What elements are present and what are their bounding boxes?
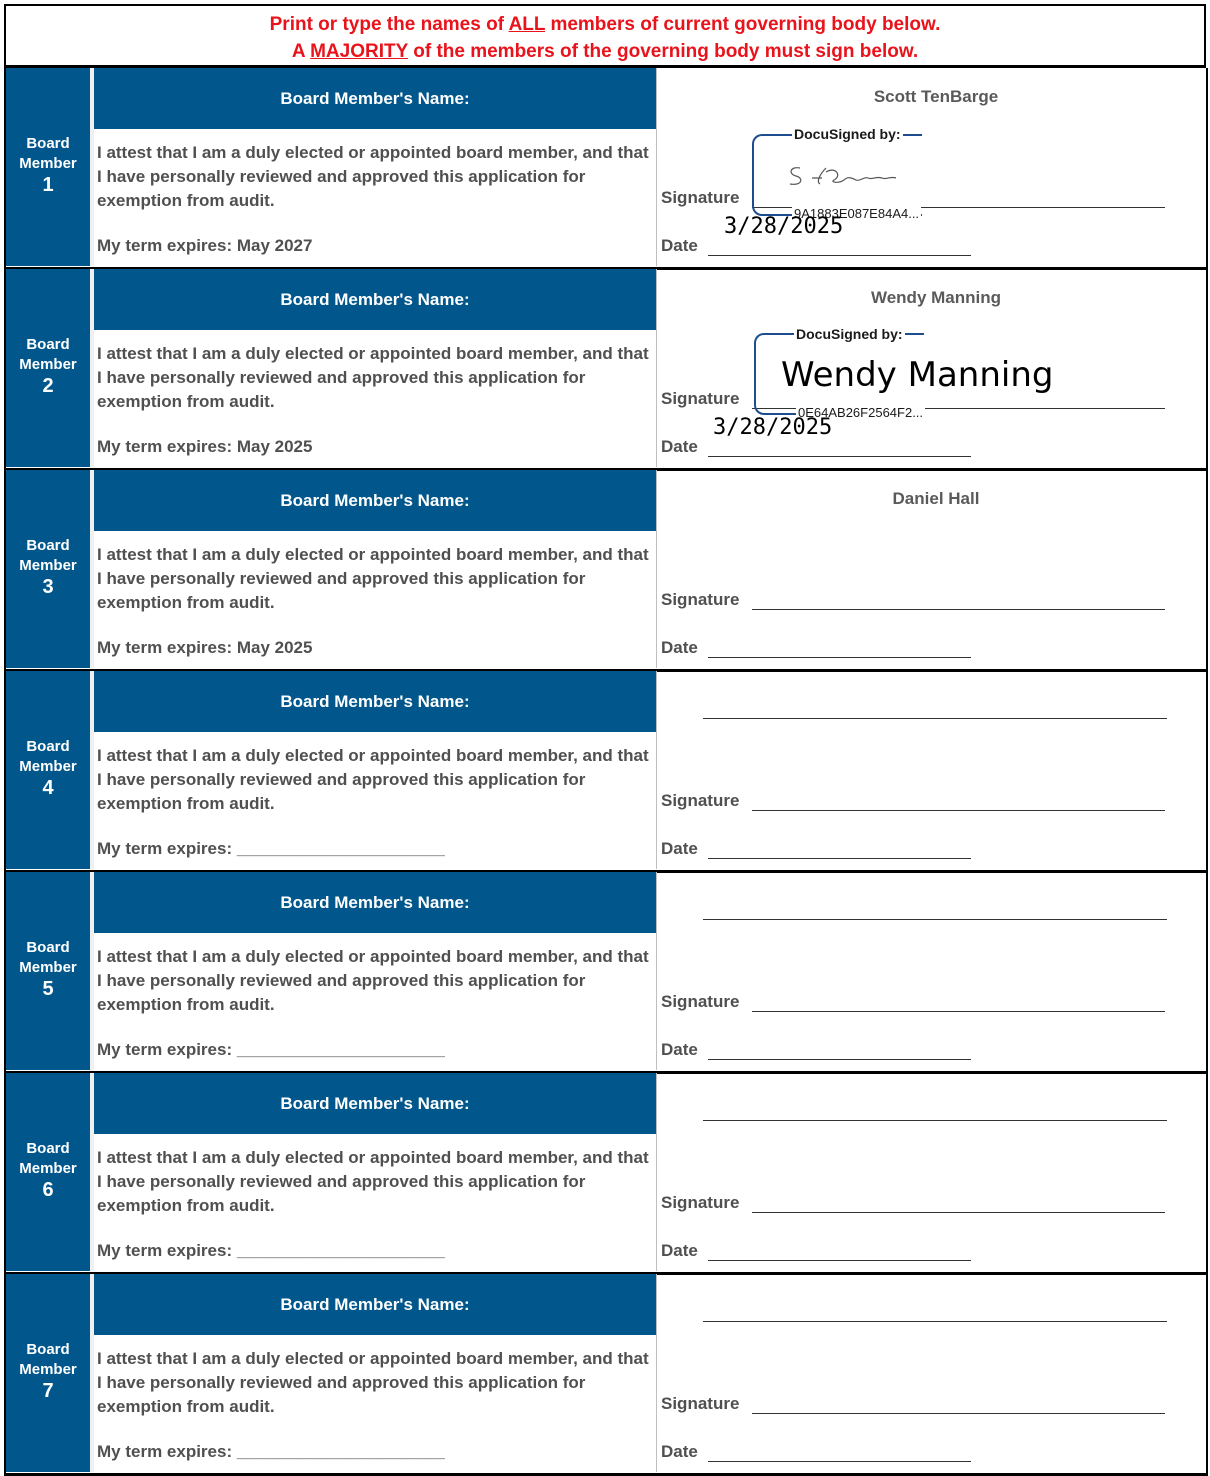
- name-header: Board Member's Name:: [94, 68, 656, 129]
- signature-label: Signature: [661, 791, 740, 810]
- board-member-label: Board Member 3: [6, 470, 90, 668]
- term-expires: My term expires: May 2027: [97, 236, 313, 255]
- board-member-label: Board Member 4: [6, 671, 90, 869]
- instruction-line-2: A MAJORITY of the members of the governing body must sign below.: [291, 41, 919, 62]
- board-member-row-5: [4, 872, 1208, 1073]
- date-line[interactable]: [708, 657, 971, 658]
- name-header: Board Member's Name:: [94, 671, 656, 732]
- term-expires[interactable]: My term expires: ______________________: [97, 839, 445, 858]
- docusign-by-label: DocuSigned by:: [796, 326, 903, 342]
- attestation-text: I attest that I am a duly elected or appointed board member, and that I have personally reviewed and approved this application for exemption from audit.: [97, 545, 649, 612]
- board-member-label: Board Member 5: [6, 872, 90, 1070]
- signature-label: Signature: [661, 1394, 740, 1413]
- signature-line[interactable]: [752, 1011, 1165, 1012]
- signature-line[interactable]: [752, 609, 1165, 610]
- typed-signature: Wendy Manning: [781, 355, 1054, 395]
- board-member-number: 3: [42, 576, 54, 598]
- signature-line[interactable]: [752, 810, 1165, 811]
- board-member-label: Board Member 7: [6, 1274, 90, 1472]
- board-member-row-1: [4, 68, 1208, 269]
- name-header: Board Member's Name:: [94, 872, 656, 933]
- name-header: Board Member's Name:: [94, 269, 656, 330]
- signature-label: Signature: [661, 992, 740, 1011]
- attestation-text: I attest that I am a duly elected or appointed board member, and that I have personally reviewed and approved this application for exemption from audit.: [97, 1349, 649, 1416]
- attestation-text: I attest that I am a duly elected or appointed board member, and that I have personally reviewed and approved this application for exemption from audit.: [97, 947, 649, 1014]
- term-expires[interactable]: My term expires: ______________________: [97, 1040, 445, 1059]
- board-member-number: 2: [42, 375, 54, 397]
- date-line[interactable]: [708, 858, 971, 859]
- term-expires[interactable]: My term expires: ______________________: [97, 1442, 445, 1461]
- date-line[interactable]: [708, 255, 971, 256]
- date-line[interactable]: [708, 1059, 971, 1060]
- board-member-number: 6: [42, 1179, 54, 1201]
- member-name-field[interactable]: Wendy Manning: [870, 288, 1001, 307]
- board-member-label: Board Member 1: [6, 68, 90, 266]
- board-member-number: 4: [42, 777, 54, 799]
- name-header: Board Member's Name:: [94, 1073, 656, 1134]
- member-name-field[interactable]: Daniel Hall: [892, 489, 980, 508]
- instruction-line-1: Print or type the names of ALL members of current governing body below.: [269, 14, 941, 35]
- date-label: Date: [661, 1241, 698, 1260]
- instructions-header: [4, 4, 1206, 68]
- attestation-text: I attest that I am a duly elected or appointed board member, and that I have personally reviewed and approved this application for exemption from audit.: [97, 1148, 649, 1215]
- date-line[interactable]: [708, 1260, 971, 1261]
- signed-date: 3/28/2025: [724, 214, 844, 239]
- term-expires[interactable]: My term expires: ______________________: [97, 1241, 445, 1260]
- board-member-row-3: [4, 470, 1208, 671]
- board-member-number: 7: [42, 1380, 54, 1402]
- board-member-label: Board Member 6: [6, 1073, 90, 1271]
- signature-label: Signature: [661, 389, 740, 408]
- docusign-by-label: DocuSigned by:: [794, 126, 901, 142]
- date-label: Date: [661, 839, 698, 858]
- handwritten-signature-icon: [786, 162, 906, 192]
- signature-label: Signature: [661, 1193, 740, 1212]
- member-name-line[interactable]: [703, 718, 1167, 719]
- signature-line[interactable]: [752, 1413, 1165, 1414]
- signature-line[interactable]: [752, 1212, 1165, 1213]
- board-member-row-4: [4, 671, 1208, 872]
- signed-date: 3/28/2025: [713, 415, 833, 440]
- member-name-line[interactable]: [703, 1120, 1167, 1121]
- date-label: Date: [661, 638, 698, 657]
- date-line[interactable]: [708, 456, 971, 457]
- term-expires: My term expires: May 2025: [97, 638, 313, 657]
- term-expires: My term expires: May 2025: [97, 437, 313, 456]
- name-header: Board Member's Name:: [94, 1274, 656, 1335]
- attestation-text: I attest that I am a duly elected or appointed board member, and that I have personally reviewed and approved this application for exemption from audit.: [97, 143, 649, 210]
- board-member-label: Board Member 2: [6, 269, 90, 467]
- member-name-line[interactable]: [703, 919, 1167, 920]
- date-label: Date: [661, 236, 698, 255]
- signature-label: Signature: [661, 188, 740, 207]
- signature-label: Signature: [661, 590, 740, 609]
- member-name-field[interactable]: Scott TenBarge: [873, 87, 999, 106]
- board-member-row-6: [4, 1073, 1208, 1274]
- name-header: Board Member's Name:: [94, 470, 656, 531]
- board-member-row-7: [4, 1274, 1208, 1475]
- attestation-text: I attest that I am a duly elected or appointed board member, and that I have personally reviewed and approved this application for exemption from audit.: [97, 746, 649, 813]
- board-member-row-2: [4, 269, 1208, 470]
- date-line[interactable]: [708, 1461, 971, 1462]
- board-member-number: 1: [42, 174, 54, 196]
- docusign-envelope-id: 0E64AB26F2564F2...: [798, 405, 924, 420]
- board-member-number: 5: [42, 978, 54, 1000]
- attestation-text: I attest that I am a duly elected or appointed board member, and that I have personally reviewed and approved this application for exemption from audit.: [97, 344, 649, 411]
- date-label: Date: [661, 1442, 698, 1461]
- docusign-envelope-id: 9A1883E087E84A4...: [794, 206, 920, 221]
- date-label: Date: [661, 437, 698, 456]
- member-name-line[interactable]: [703, 1321, 1167, 1322]
- date-label: Date: [661, 1040, 698, 1059]
